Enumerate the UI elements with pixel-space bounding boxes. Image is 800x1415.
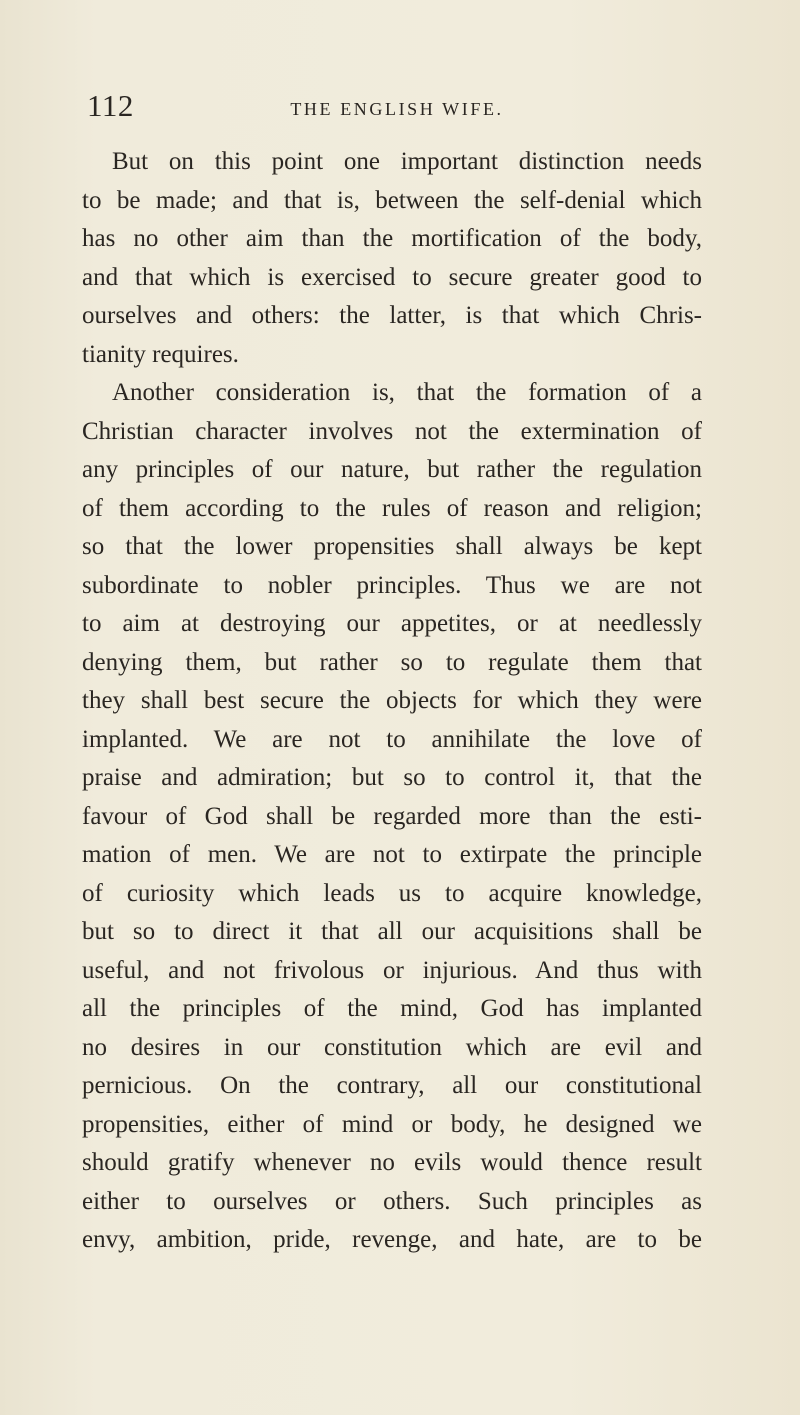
text-line: subordinate to nobler principles. Thus we are not — [82, 571, 702, 599]
text-line: envy, ambition, pride, revenge, and hate, are to be — [82, 1226, 702, 1253]
running-head — [87, 88, 707, 128]
text-line: all the principles of the mind, God has implanted — [82, 995, 702, 1022]
text-line: to aim at destroying our appetites, or at needlessly — [82, 610, 702, 637]
text-line: has no other aim than the mortification of the body, — [82, 225, 702, 252]
text-line: favour of God shall be regarded more than the esti- — [82, 802, 702, 830]
page-number: 112 — [87, 88, 134, 123]
text-line: denying them, but rather so to regulate them that — [82, 648, 702, 676]
text-line: But on this point one important distinction needs — [112, 148, 702, 175]
text-line: either to ourselves or others. Such principles as — [82, 1187, 702, 1215]
text-line: pernicious. On the contrary, all our constitutional — [82, 1072, 702, 1099]
text-line: useful, and not frivolous or injurious. And thus with — [82, 956, 702, 984]
text-line: no desires in our constitution which are evil and — [82, 1033, 702, 1061]
body-text — [82, 143, 702, 1260]
text-line: and that which is exercised to secure greater good to — [82, 263, 702, 291]
text-line: so that the lower propensities shall always be kept — [82, 533, 702, 560]
text-line: to be made; and that is, between the self-denial which — [82, 186, 702, 214]
text-line: tianity requires. — [82, 340, 239, 368]
text-line: implanted. We are not to annihilate the love of — [82, 725, 702, 753]
text-line: praise and admiration; but so to control it, that the — [82, 764, 702, 791]
text-line: any principles of our nature, but rather the regulation — [82, 456, 702, 483]
text-line: ourselves and others: the latter, is that which Chris- — [82, 302, 702, 329]
text-line: Christian character involves not the extermination of — [82, 417, 702, 445]
text-line: mation of men. We are not to extirpate the principle — [82, 841, 702, 868]
text-line: of curiosity which leads us to acquire knowledge, — [82, 879, 702, 907]
text-line: of them according to the rules of reason and religion; — [82, 494, 702, 522]
text-line: they shall best secure the objects for which they were — [82, 687, 702, 714]
text-line: propensities, either of mind or body, he designed we — [82, 1110, 702, 1138]
running-title: THE ENGLISH WIFE. — [290, 99, 504, 119]
text-line: should gratify whenever no evils would thence result — [82, 1149, 702, 1176]
text-line: but so to direct it that all our acquisitions shall be — [82, 918, 702, 945]
text-line: Another consideration is, that the formation of a — [112, 379, 702, 406]
